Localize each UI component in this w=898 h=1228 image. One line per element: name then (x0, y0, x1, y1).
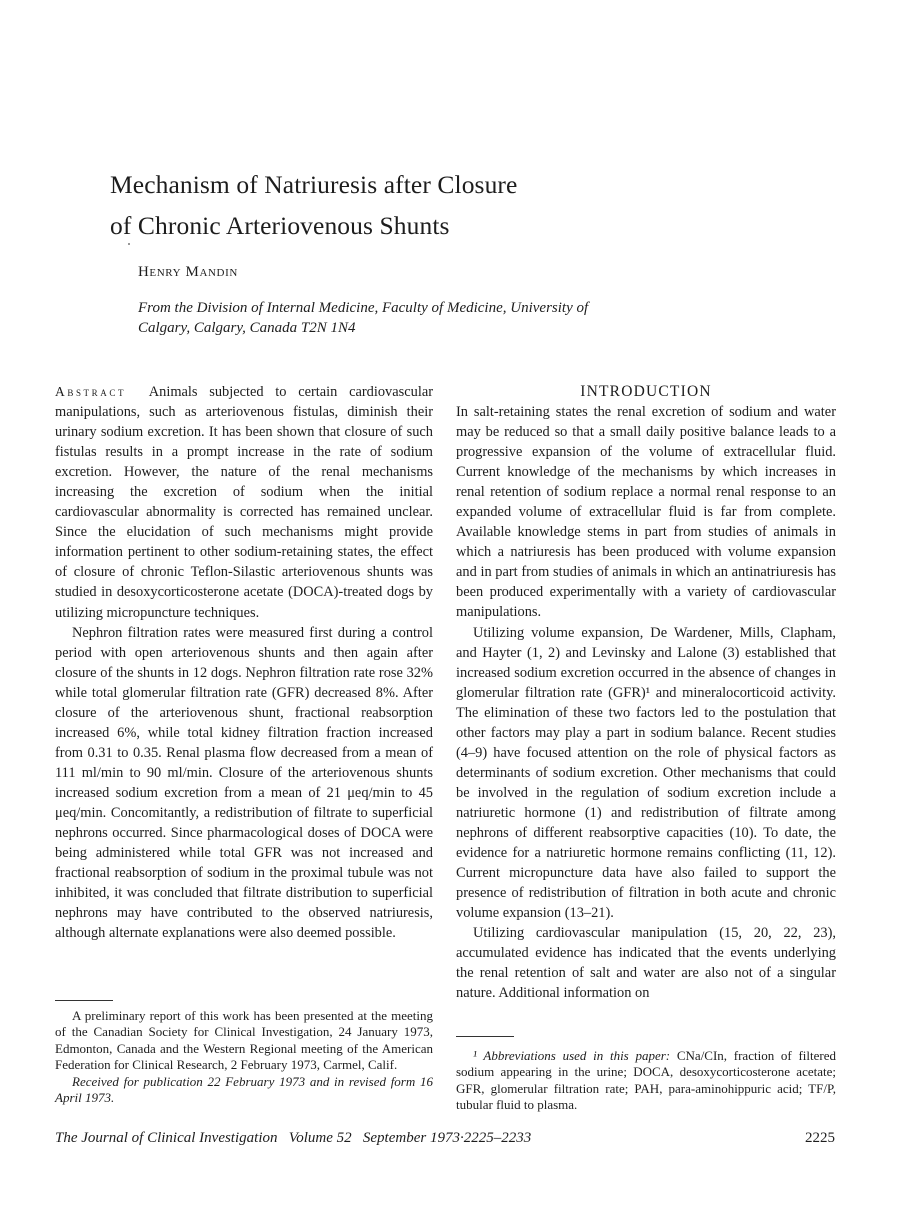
preliminary-report-note: A preliminary report of this work has been presented at the meeting of the Canadian Society for Clinical Investigation, 24 January 1973, Edmonton, Canada and the Western Regional meeting of the American Federation for Clinical Research, 2 February 1973, Carmel, Calif. (55, 1008, 433, 1073)
left-notes (55, 1008, 433, 1106)
intro-paragraph-1: In salt-retaining states the renal excretion of sodium and water may be reduced so that a small daily positive balance leads to a progressive expansion of the volume of extracellular fluid. Current knowledge of the mechanisms by which increases in renal retention of sodium replace a normal renal response to an expanded volume of extracellular fluid is far from complete. Available knowledge stems in part from studies of animals in which a natriuresis has been produced with volume expansion and in part from studies of animals in which an antinatriuresis has been produced experimentally with a variety of cardiovascular manipulations. (456, 404, 836, 621)
paper-title (110, 164, 730, 246)
abbreviations-footnote (456, 1048, 836, 1114)
title-line-2: of Chronic Arteriovenous Shunts (110, 211, 450, 240)
abstract-paragraph-2: Nephron filtration rates were measured first during a control period with open arteriovenous shunts and then again after closure of the shunts in 12 dogs. Nephron filtration rate rose 32% while total glomerular filtration rate (GFR) decreased 8%. After closure of the arteriovenous shunt, fractional reabsorption increased 6%, while total kidney filtration fraction increased from 0.31 to 0.35. Renal plasma flow decreased from a mean of 111 ml/min to 90 ml/min. Closure of the arteriovenous shunts increased sodium excretion from a mean of 21 μeq/min to 45 μeq/min. Concomitantly, a redistribution of filtrate to superficial nephrons occurred. Since pharmacological doses of DOCA were being administered while total GFR was not increased and fractional reabsorption of sodium in the proximal tubule was not inhibited, it was concluded that filtrate distribution to superficial nephrons may have contributed to the observed natriuresis, although alternate explanations were also deemed possible. (55, 624, 433, 942)
received-note: Received for publication 22 February 1973 and in revised form 16 April 1973. (55, 1073, 433, 1106)
intro-paragraph-2: Utilizing volume expansion, De Wardener, Mills, Clapham, and Hayter (1, 2) and Levinsky and Lalone (3) established that increased sodium excretion occurred in the absence of changes in glomerular filtration rate (GFR)¹ and mineralocorticoid activity. The elimination of these two factors led to the postulation that other factors may play a part in sodium balance. Recent studies (4–9) have focused attention on the role of physical factors as determinants of sodium excretion. Other mechanisms that could be involved in the regulation of sodium excretion include a natriuretic hormone (1) and redistribution of filtrate among nephrons of different reabsorptive capacities (10). To date, the evidence for a natriuretic hormone remains conflicting (11, 12). Current micropuncture data have also failed to support the presence of redistribution of filtration in both acute and chronic volume expansion (13–21). (456, 624, 836, 922)
printing-speck (128, 243, 130, 245)
page-number: 2225 (805, 1130, 835, 1146)
footnote-text: CNa/CIn, fraction of filtered sodium appearing in the urine; DOCA, desoxycorticosterone acetate; GFR, glomerular filtration rate; PAH, para-aminohippuric acid; TF/P, tubular fluid to plasma. (456, 1048, 837, 1113)
affiliation-line-1: From the Division of Internal Medicine, Faculty of Medicine, University of (138, 300, 589, 316)
footnote-divider-right (456, 1036, 514, 1037)
left-column (55, 382, 433, 943)
intro-paragraph-3: Utilizing cardiovascular manipulation (15, 20, 22, 23), accumulated evidence has indicated that the events underlying the renal retention of salt and water are also not of a singular nature. Additional information on (456, 925, 836, 1002)
journal-citation: The Journal of Clinical Investigation Volume 52 September 1973·2225–2233 (55, 1130, 532, 1146)
affiliation-line-2: Calgary, Calgary, Canada T2N 1N4 (138, 320, 356, 336)
abstract-paragraph (55, 382, 433, 623)
right-column (456, 382, 836, 1003)
affiliation (138, 298, 838, 338)
abstract-label: Abstract (55, 384, 127, 399)
journal-footer (55, 1130, 835, 1147)
author-name: Henry Mandin (138, 264, 238, 280)
footnote-label: ¹ Abbreviations used in this paper: (473, 1048, 671, 1063)
title-line-1: Mechanism of Natriuresis after Closure (110, 170, 518, 199)
footnote-divider-left (55, 1000, 113, 1001)
introduction-heading: INTRODUCTION (580, 383, 712, 400)
abstract-text: Animals subjected to certain cardiovascular manipulations, such as arteriovenous fistulas, diminish their urinary sodium excretion. It has been shown that closure of such fistulas results in a prompt increase in the rate of sodium excretion. However, the nature of the renal mechanisms increasing the excretion of sodium when the initial cardiovascular abnormality is corrected has remained unclear. Since the elucidation of such mechanisms might provide information pertinent to other sodium-retaining states, the effect of closure of chronic Teflon-Silastic arteriovenous shunts was studied in desoxycorticosterone acetate (DOCA)-treated dogs by utilizing micropuncture techniques. (55, 384, 433, 621)
